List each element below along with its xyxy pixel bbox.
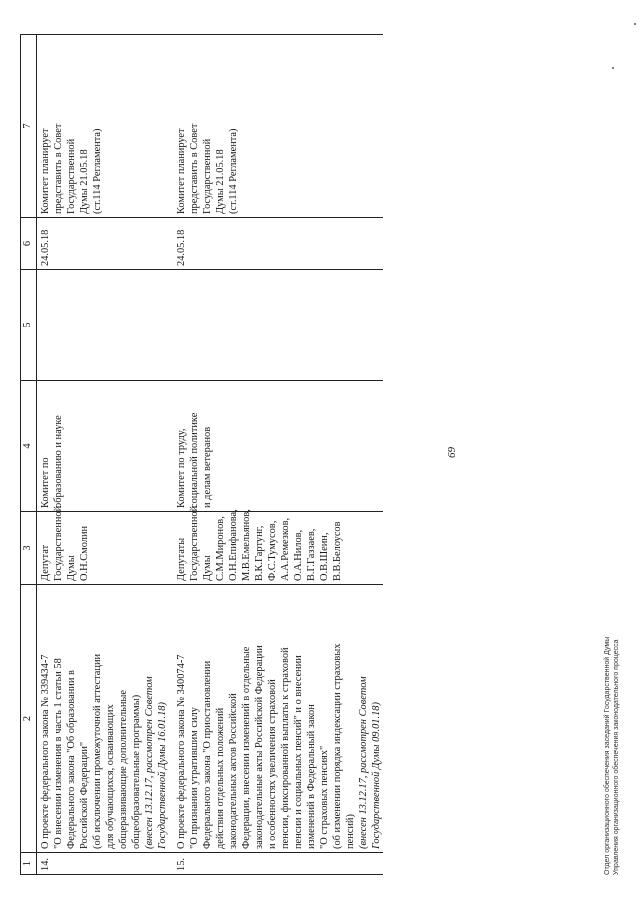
scan-speck: [612, 67, 614, 69]
document-footer: [603, 637, 621, 875]
footer-line: Управления организационного обеспечения законодательного процесса: [613, 639, 620, 875]
column-header: 1: [21, 853, 37, 875]
table-header-row: [21, 35, 37, 875]
scan-speck: [634, 23, 636, 25]
column-header: 5: [21, 270, 37, 381]
column-header: 7: [21, 35, 37, 218]
column-header: 4: [21, 381, 37, 512]
row-number: 15.: [169, 853, 383, 875]
committee-plan: Комитет планирует представить в Совет Государственной Думы 21.05.18 (ст.114 Регламента): [169, 35, 383, 218]
column-header: 3: [21, 512, 37, 585]
column-header: 2: [21, 585, 37, 853]
review-date: 24.05.18: [169, 218, 383, 270]
column-5-cell: [37, 270, 170, 381]
footer-line: Отдел организационного обеспечения заседаний Государственной Думы: [604, 636, 611, 875]
agenda-table: [20, 34, 383, 875]
table-row: [37, 35, 170, 875]
bill-initiator: Депутат Государственной Думы О.Н.Смолин: [37, 512, 170, 585]
bill-description: О проекте федерального закона № 339434-7 "О внесении изменения в часть 1 статьи 58 Федерального закона "Об образовании в Российской Федерации" (об исключении промежуточной аттестации для обучающихся, осваивающих общеразвивающие дополнительные общеобразовательные программы) (внесен 13.12.17, рассмотрен Советом Государственной Думы 16.01.18): [37, 585, 170, 853]
bill-status-note: (внесен 13.12.17, рассмотрен Советом: [358, 676, 369, 849]
table-row: [169, 35, 383, 875]
row-number: 14.: [37, 853, 170, 875]
column-header: 6: [21, 218, 37, 270]
review-date: 24.05.18: [37, 218, 170, 270]
bill-initiator: Депутаты Государственной Думы С.М.Миронов, О.Н.Епифанова, М.В.Емельянов, В.К.Гартунг, Ф.С.Тумусов, А.А.Ремезков, О.А.Нилов, В.Г.Газзаев, О.В.Шеин, В.В.Белоусов: [169, 512, 383, 585]
bill-description: О проекте федерального закона № 340074-7 "О признании утратившим силу Федерального закона "О приостановлении действия отдельных положений законодательных актов Российской Федерации, внесении изменений в отдельные законодательные акты Российской Федерации и особенностях увеличения страховой пенсии, фиксированной выплаты к страховой пенсии и социальных пенсий" и о внесении изменений в Федеральный закон "О страховых пенсиях" (об изменении порядка индексации страховых пенсий) (внесен 13.12.17, рассмотрен Советом Государственной Думы 09.01.18): [169, 585, 383, 853]
bill-status-note: (внесен 13.12.17, рассмотрен Советом: [144, 676, 155, 849]
bill-status-note: Государственной Думы 09.01.18): [371, 702, 382, 849]
committee-plan: Комитет планирует представить в Совет Государственной Думы 21.05.18 (ст.114 Регламента): [37, 35, 170, 218]
responsible-committee: Комитет по труду, социальной политике и делам ветеранов: [169, 381, 383, 512]
page-number: 69: [446, 447, 458, 458]
bill-status-note: Государственной Думы 16.01.18): [157, 702, 168, 849]
column-5-cell: [169, 270, 383, 381]
responsible-committee: Комитет по образованию и науке: [37, 381, 170, 512]
